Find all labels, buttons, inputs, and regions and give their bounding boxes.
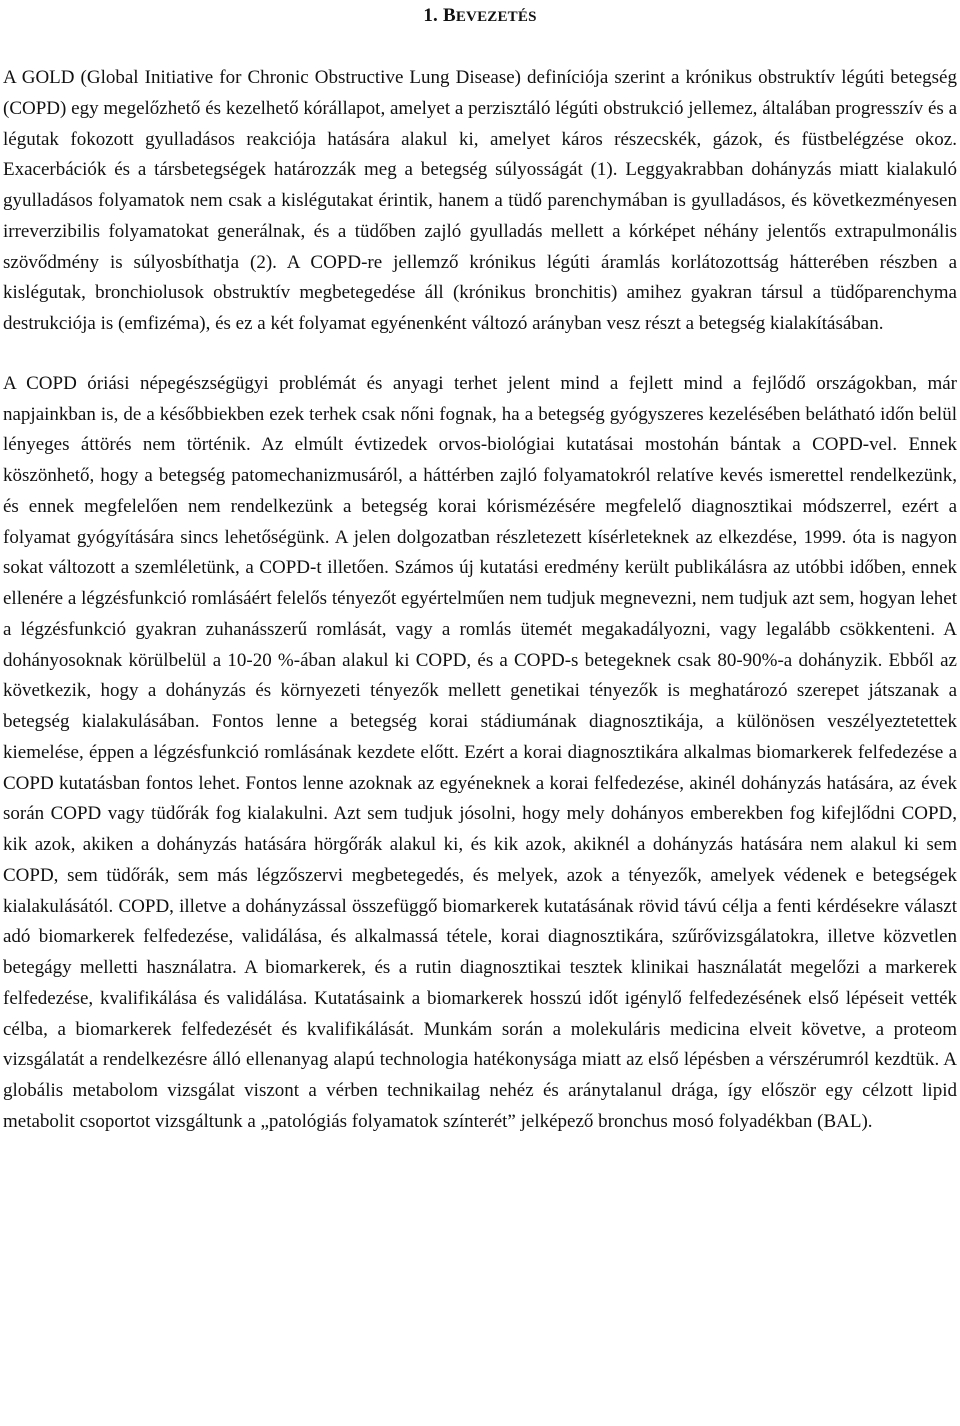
document-page — [3, 0, 957, 1138]
paragraph-copd-burden: A COPD óriási népegészségügyi problémát és anyagi terhet jelent mind a fejlett mind a fejlődő országokban, már napjainkban is, de a későbbiekben ezek terhek csak nőni fognak, ha a betegség gyógyszeres kezelésében belátható időn belül lényeges áttörés nem történik. Az elmúlt évtizedek orvos-biológiai kutatásai mostohán bántak a COPD-vel. Ennek köszönhető, hogy a betegség patomechanizmusáról, a háttérben zajló folyamatokról relatíve kevés ismerettel rendelkezünk, és ennek megfelelően nem rendelkezünk a betegség korai kórismézésére megfelelő diagnosztikai módszerrel, ezért a folyamat gyógyítására sincs lehetőségünk. A jelen dolgozatban részletezett kísérleteknek az elkezdése, 1999. óta is nagyon sokat változott a szemléletünk, a COPD-t illetően. Számos új kutatási eredmény került publikálásra az utóbbi időben, ennek ellenére a légzésfunkció romlásáért felelős tényezőt egyértelműen nem tudjuk megnevezni, nem tudjuk azt sem, hogyan lehet a légzésfunkció gyakran zuhanásszerű romlását, vagy a romlás ütemét megakadályozni, vagy legalább csökkenteni. A dohányosoknak körülbelül a 10-20 %-ában alakul ki COPD, és a COPD-s betegeknek csak 80-90%-a dohányzik. Ebből az következik, hogy a dohányzás és környezeti tényezők mellett genetikai tényezők is meghatározó szerepet játszanak a betegség kialakulásában. Fontos lenne a betegség korai stádiumának diagnosztikája, a különösen veszélyeztetettek kiemelése, éppen a légzésfunkció romlásának kezdete előtt. Ezért a korai diagnosztikára alkalmas biomarkerek felfedezése a COPD kutatásban fontos lehet. Fontos lenne azoknak az egyéneknek a korai felfedezése, akinél dohányzás hatására, az évek során COPD vagy tüdőrák fog kialakulni. Azt sem tudjuk jósolni, hogy mely dohányos emberekben fog kifejlődni COPD, kik azok, akiken a dohányzás hatására hörgőrák alakul ki, és kik azok, akiknél a dohányzás hatására nem alakul ki sem COPD, sem tüdőrák, sem más légzőszervi megbetegedés, és melyek, azok a tényezők, amelyek védenek e betegségek kialakulásától. COPD, illetve a dohányzással összefüggő biomarkerek kutatásának rövid távú célja a fenti kérdésekre választ adó biomarkerek felfedezése, validálása, és alkalmassá tétele, korai diagnosztikára, szűrővizsgálatokra, illetve közvetlen betegágy melletti használatra. A biomarkerek, és a rutin diagnosztikai tesztek klinikai használatát megelőzi a markerek felfedezése, kvalifikálása és validálása. Kutatásaink a biomarkerek hosszú időt igénylő felfedezésének első lépéseit vették célba, a biomarkerek felfedezését és kvalifikálását. Munkám során a molekuláris medicina elveit követve, a proteom vizsgálatát a rendelkezésre álló ellenanyag alapú technologia hatékonysága miatt az első lépésben a vérszérumról kezdtük. A globális metabolom vizsgálat viszont a vérben technikailag nehéz és aránytalanul drága, így először egy célzott lipid metabolit csoportot vizsgáltunk a „patológiás folyamatok színterét” jelképező bronchus mosó folyadékban (BAL). — [3, 372, 957, 1132]
paragraph-intro: A GOLD (Global Initiative for Chronic Obstructive Lung Disease) definíciója szerint a krónikus obstruktív légúti betegség (COPD) egy megelőzhető és kezelhető kórállapot, amelyet a perzisztáló légúti obstrukció jellemez, általában progresszív és a légutak fokozott gyulladásos reakciója hatására alakul ki, amelyet káros részecskék, gázok, és füstbelégzése okoz. Exacerbációk és a társbetegségek határozzák meg a betegség súlyosságát (1). Leggyakrabban dohányzás miatt kialakuló gyulladásos folyamatok nem csak a kislégutakat érintik, hanem a tüdő parenchymában is gyulladásos, és következményesen irreverzibilis folyamatokat generálnak, és a tüdőben zajló gyulladás mellett a kórképet néhány jelentős extrapulmonális szövődmény is súlyosbíthatja (2). A COPD-re jellemző krónikus légúti áramlás korlátozottság hátterében részben a kislégutak, bronchiolusok obstruktív megbetegedése áll (krónikus bronchitis) amihez gyakran társul a tüdőparenchyma destrukciója is (emfizéma), és ez a két folyamat egyénenként változó arányban vesz részt a betegség kialakításában. — [3, 67, 957, 334]
heading-first-letter: B — [442, 5, 456, 26]
heading-number: 1. — [423, 5, 438, 26]
heading-small-caps: EVEZETÉS — [455, 9, 537, 25]
section-heading — [3, 0, 957, 32]
